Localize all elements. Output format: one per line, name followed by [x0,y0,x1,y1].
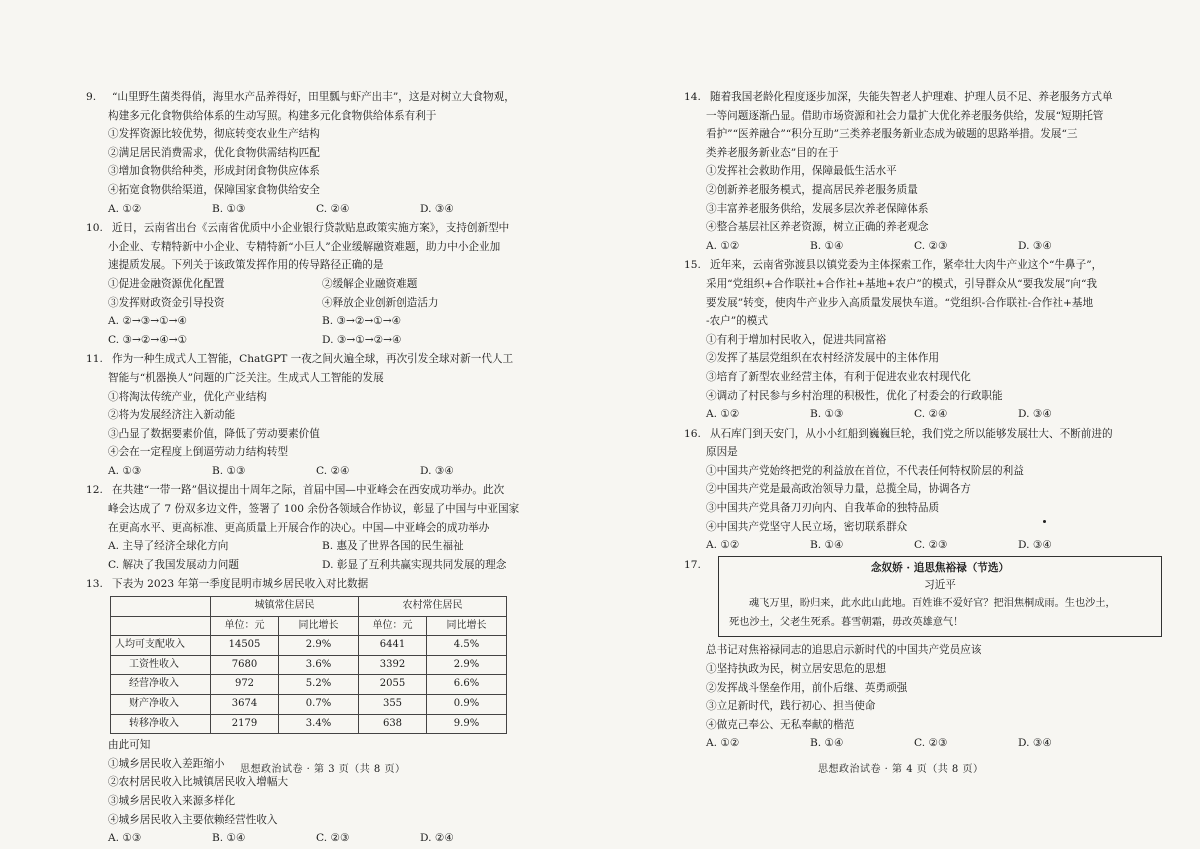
question-stem: 类养老服务新业态”目的在于 [706,146,839,159]
statement-item: ③立足新时代，践行初心、担当使命 [706,700,876,713]
option-a: A. 主导了经济全球化方向 [108,540,229,553]
table-cell: 0.7% [279,695,359,715]
option-a: A. ①③ [108,832,142,845]
table-row [111,675,507,695]
option-a: A. ①② [108,202,142,215]
question-10 [86,219,556,349]
statement-row [86,275,556,294]
statement-item: ②创新养老服务模式，提高居民养老服务质量 [706,183,918,196]
statement-row [86,294,556,313]
page-footer: 思想政治试卷 · 第 4 页（共 8 页） [818,764,984,775]
statement-item: ①促进金融资源优化配置 [108,277,225,290]
statement-item: ④中国共产党坚守人民立场，密切联系群众 [706,520,908,533]
option-d: D. ③④ [420,202,454,215]
answer-options [86,556,556,575]
table-column-header: 单位：元 [359,616,427,636]
table-row [111,714,507,734]
question-number: 12. [86,484,103,497]
question-stem: “山里野生菌类得俏，海里水产品养得好，田里瓢与虾产出丰”，这是对树立大食物观， [112,91,515,103]
question-number: 15. [684,259,701,272]
answer-options [86,312,556,331]
option-c: C. ②③ [914,239,948,252]
table-column-header: 单位：元 [211,616,279,636]
question-stem: 构建多元化食物供给体系的生动写照。构建多元化食物供给体系有利于 [108,109,437,122]
statement-item: ④会在一定程度上倒逼劳动力结构转型 [108,446,289,459]
question-stem: 速提质发展。下列关于该政策发挥作用的传导路径正确的是 [108,259,384,272]
page-3 [0,0,600,845]
statement-item: ②满足居民消费需求，优化食物供需结构匹配 [108,146,320,159]
option-a: A. ①② [706,539,740,552]
page-footer: 思想政治试卷 · 第 3 页（共 8 页） [240,764,406,775]
option-c: C. ②④ [316,202,350,215]
answer-options [684,405,1162,424]
statement-item: ④城乡居民收入主要依赖经营性收入 [108,813,278,826]
table-cell: 9.9% [427,714,507,734]
statement-item: ①发挥资源比较优势，彻底转变农业生产结构 [108,128,320,141]
statement-item: ②发挥战斗堡垒作用，前仆后继、英勇顽强 [706,681,908,694]
poem-box [718,556,1162,637]
poem-author: 习近平 [924,579,956,592]
question-number: 14. [684,91,701,103]
statement-item: ②农村居民收入比城镇居民收入增幅大 [108,776,289,789]
table-cell: 7680 [211,655,279,675]
poem-line: 魂飞万里，盼归来，此水此山此地。百姓谁不爱好官？把泪焦桐成雨。生也沙土， [749,598,1116,610]
option-b: B. ①④ [212,832,246,845]
table-group-header: 城镇常住居民 [211,597,359,617]
question-stem: 总书记对焦裕禄同志的追思启示新时代的中国共产党员应该 [706,644,982,657]
answer-options [86,829,556,848]
option-c: C. ②③ [316,832,350,845]
option-a: A. ①② [706,408,740,421]
poem-title: 念奴娇 · 追思焦裕禄（节选） [870,562,1010,575]
statement-item: ①有利于增加村民收入，促进共同富裕 [706,333,887,346]
option-d: D. ③④ [1018,539,1052,552]
answer-options [86,331,556,350]
table-row [111,636,507,656]
table-cell: 3674 [211,695,279,715]
table-cell: 2179 [211,714,279,734]
income-table [110,596,507,734]
option-d: D. ③④ [1018,239,1052,252]
question-number: 10. [86,222,103,235]
table-cell: 3392 [359,655,427,675]
statement-item: ③中国共产党具备刀刃向内、自我革命的独特品质 [706,502,940,515]
statement-item: ②中国共产党是最高政治领导力量，总揽全局，协调各方 [706,483,971,496]
question-stem: 一等问题逐渐凸显。借助市场资源和社会力量扩大优化养老服务供给，发展“短期托管 [706,109,1104,122]
question-9 [86,88,556,218]
table-cell: 5.2% [279,675,359,695]
option-b: B. ③→②→①→④ [322,315,402,328]
row-label: 工资性收入 [111,655,211,675]
answer-options [684,734,1162,753]
question-stem: 在更高水平、更高标准、更高质量上开展合作的决心。中国—中亚峰会的成功举办 [108,521,490,534]
answer-options [684,536,1162,555]
table-cell: 0.9% [427,695,507,715]
statement-item: ①坚持执政为民，树立居安思危的思想 [706,663,887,676]
answer-options [86,537,556,556]
option-b: B. ①③ [810,408,844,421]
option-c: C. ②③ [914,737,948,750]
option-d: D. ③④ [1018,737,1052,750]
table-cell: 2.9% [279,636,359,656]
option-c: C. 解决了我国发展动力问题 [108,558,239,571]
question-stem: 从石库门到天安门，从小小红船到巍巍巨轮，我们党之所以能够发展壮大、不断前进的 [710,427,1113,440]
statement-item: ②缓解企业融资难题 [322,277,418,290]
table-cell: 3.6% [279,655,359,675]
question-stem: 在共建“一带一路”倡议提出十周年之际，首届中国—中亚峰会在西安成功举办。此次 [112,484,505,497]
row-label: 人均可支配收入 [111,636,211,656]
table-corner-cell [111,597,211,617]
statement-item: ③发挥财政资金引导投资 [108,296,225,309]
option-c: C. ②③ [914,539,948,552]
question-stem: 要发展”转变，使肉牛产业步入高质量发展快车道。“党组织-合作联社-合作社+基地 [706,296,1094,309]
answer-options [684,237,1162,256]
table-cell: 355 [359,695,427,715]
option-c: C. ③→②→④→① [108,333,188,346]
stray-ink-dot [1043,520,1046,523]
question-15 [684,256,1162,423]
question-number: 17. [684,558,701,571]
question-12 [86,481,556,574]
table-header-row [111,597,507,617]
statement-item: ①将淘汰传统产业，优化产业结构 [108,390,267,403]
question-11 [86,350,556,480]
question-number: 11. [86,353,103,366]
question-stem: 原因是 [706,446,738,459]
table-cell: 4.5% [427,636,507,656]
statement-item: ①城乡居民收入差距缩小 [108,757,225,770]
table-corner-cell [111,616,211,636]
option-c: C. ②④ [914,408,948,421]
table-cell: 2055 [359,675,427,695]
table-cell: 2.9% [427,655,507,675]
statement-item: ②发挥了基层党组织在农村经济发展中的主体作用 [706,352,940,365]
option-a: A. ①② [706,239,740,252]
question-stem: 看护”“医养融合”“积分互助”三类养老服务新业态成为破题的思路举措。发展“三 [706,128,1078,141]
table-cell: 638 [359,714,427,734]
option-d: D. 彰显了互利共赢实现共同发展的理念 [322,558,507,571]
table-row [111,695,507,715]
table-column-header: 同比增长 [279,616,359,636]
table-group-header: 农村常住居民 [359,597,507,617]
statement-item: ④整合基层社区养老资源，树立正确的养老观念 [706,221,929,234]
row-label: 财产净收入 [111,695,211,715]
table-cell: 6441 [359,636,427,656]
option-b: B. ①④ [810,239,844,252]
statement-item: ④做克己奉公、无私奉献的楷范 [706,718,855,731]
table-cell: 972 [211,675,279,695]
option-d: D. ③→①→②→④ [322,333,402,346]
table-column-header: 同比增长 [427,616,507,636]
question-14 [684,88,1162,255]
question-stem: -农户”的模式 [706,315,768,328]
poem-line: 死也沙土，父老生死系。暮雪朝霜，毋改英雄意气！ [729,617,964,629]
option-a: A. ②→③→①→④ [108,315,188,328]
option-b: B. ①④ [810,737,844,750]
statement-item: ③凸显了数据要素价值，降低了劳动要素价值 [108,427,320,440]
question-stem: 下表为 2023 年第一季度昆明市城乡居民收入对比数据 [112,578,369,591]
table-cell: 6.6% [427,675,507,695]
option-d: D. ②④ [420,832,454,845]
row-label: 转移净收入 [111,714,211,734]
statement-item: ①中国共产党始终把党的利益放在首位，不代表任何特权阶层的利益 [706,464,1024,477]
table-row [111,655,507,675]
table-subheader-row [111,616,507,636]
question-stem: 近日，云南省出台《云南省优质中小企业银行贷款贴息政策实施方案》，支持创新型中 [112,222,510,235]
option-a: A. ①② [706,737,740,750]
table-cell: 3.4% [279,714,359,734]
question-number: 13. [86,578,103,591]
question-stem: 采用“党组织+合作联社+合作社+基地+农户”的模式，引导群众从“要我发展”向“我 [706,277,1097,290]
question-lead: 由此可知 [108,739,151,752]
statement-item: ③城乡居民收入来源多样化 [108,794,236,807]
question-stem: 智能与“机器换人”问题的广泛关注。生成式人工智能的发展 [108,371,384,384]
question-number: 9. [86,91,97,103]
statement-item: ②将为发展经济注入新动能 [108,409,236,422]
right-column [684,88,1162,754]
question-16 [684,425,1162,555]
question-13 [86,575,556,847]
option-b: B. ①④ [810,539,844,552]
option-d: D. ③④ [1018,408,1052,421]
question-stem: 峰会达成了 7 份双多边文件，签署了 100 余份各领域合作协议，彰显了中国与中亚国家 [108,503,520,516]
option-d: D. ③④ [420,464,454,477]
statement-item: ①发挥社会救助作用，保障最低生活水平 [706,165,897,178]
option-c: C. ②④ [316,464,350,477]
answer-options [86,200,556,219]
question-stem: 随着我国老龄化程度逐步加深，失能失智老人护理难、护理人员不足、养老服务方式单 [710,91,1113,103]
statement-item: ④拓宽食物供给渠道，保障国家食物供给安全 [108,183,320,196]
question-stem: 近年来，云南省弥渡县以镇党委为主体探索工作，紧牵壮大肉牛产业这个“牛鼻子”， [710,259,1103,272]
left-column [86,88,556,849]
question-number: 16. [684,427,701,440]
question-stem: 作为一种生成式人工智能，ChatGPT 一夜之间火遍全球，再次引发全球对新一代人工 [112,353,514,366]
question-stem: 小企业、专精特新中小企业、专精特新“小巨人”企业缓解融资难题，助力中小企业加 [108,240,501,253]
option-b: B. ①③ [212,202,246,215]
row-label: 经营净收入 [111,675,211,695]
option-a: A. ①③ [108,464,142,477]
statement-item: ③培育了新型农业经营主体，有利于促进农业农村现代化 [706,370,971,383]
answer-options [86,462,556,481]
statement-item: ④释放企业创新创造活力 [322,296,439,309]
option-b: B. 惠及了世界各国的民生福祉 [322,540,464,553]
statement-item: ③丰富养老服务供给，发展多层次养老保障体系 [706,202,929,215]
question-17 [684,556,1162,753]
option-b: B. ①③ [212,464,246,477]
statement-item: ④调动了村民参与乡村治理的积极性，优化了村委会的行政职能 [706,389,1003,402]
page-4 [600,0,1200,831]
table-cell: 14505 [211,636,279,656]
statement-item: ③增加食物供给种类，形成封闭食物供应体系 [108,165,320,178]
